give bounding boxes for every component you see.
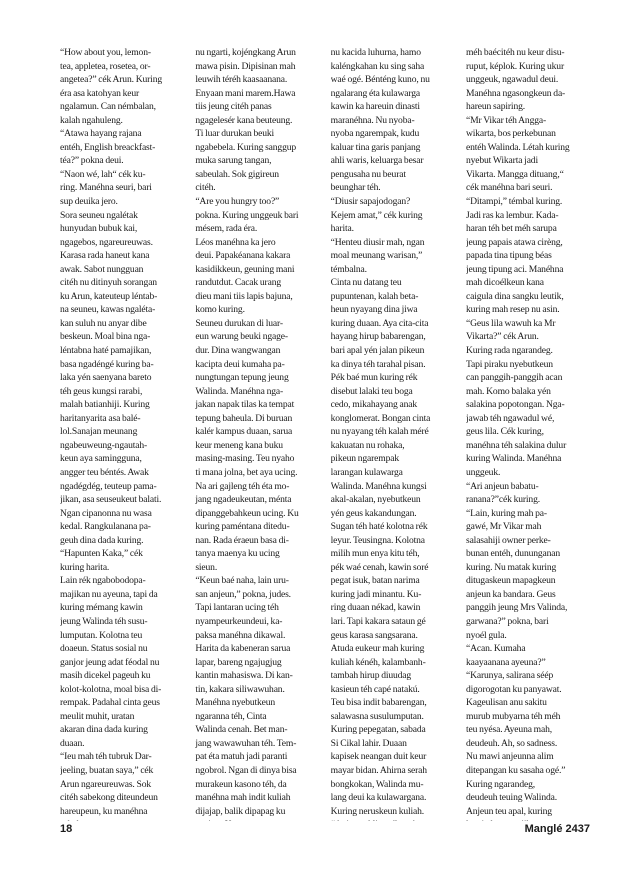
text-line: tanya maenya ku ucing (195, 548, 280, 560)
text-line: Na ari gajleng téh éta mo- (195, 480, 290, 492)
text-line: bari apal yén jalan pikeun (330, 345, 425, 357)
text-line: Jadi ras ka lembur. Kada- (465, 209, 559, 221)
text-line: Karasa rada haneut kana (60, 250, 150, 262)
text-line: ngagelesér kana beuteung. (195, 114, 293, 126)
text-line: “Atawa hayang rajana (60, 128, 142, 140)
text-line: komo kuring. (195, 304, 245, 316)
text-line: kakuatan nu rohaka, (330, 439, 405, 451)
text-line: ngobrol. Ngan di dinya bisa (195, 764, 297, 776)
text-line: kantin mahasiswa. Di kan- (195, 670, 293, 682)
text-line: beunghar téh. (330, 182, 381, 194)
text-line: Vikarta?” cék Arun. (465, 331, 539, 343)
text-line: “Are you hungry too?” (195, 196, 280, 208)
text-line: tin, kakara siliwawuhan. (195, 683, 285, 695)
text-line: Ti luar durukan beuki (195, 128, 275, 140)
text-line: “Acan. Kumaha (465, 643, 526, 655)
text-line: nu nyayang téh kalah méré (330, 426, 429, 438)
text-line: Walinda cenah. Bet man- (195, 724, 288, 736)
text-line: haran téh bet méh sarupa (465, 223, 557, 235)
text-line: ranana?”cék kuring. (465, 494, 540, 506)
text-line: kuring mah resep nu asin. (465, 304, 560, 316)
text-line: Atuda eukeur mah kuring (330, 643, 425, 655)
text-line: Manéhna nyebutkeun (195, 697, 276, 709)
text-line: éra asa katohyan keur (60, 87, 140, 99)
text-line: kuring. Nu matak kuring (465, 561, 557, 573)
text-line: mésem, rada éra. (195, 223, 258, 235)
text-line: ruput, képlok. Kuring ukur (465, 60, 565, 72)
text-line: masih dicekel pageuh ku (60, 670, 151, 682)
text-line: ngaranna téh, Cinta (195, 710, 267, 722)
text-line: angetea?” cék Arun. Kuring (60, 74, 162, 86)
text-line: kuring paméntana ditedu- (195, 521, 290, 533)
text-line: Tapi piraku nyebutkeun (465, 358, 553, 370)
text-line: ditugaskeun mapagkeun (465, 575, 556, 587)
text-column-1 (60, 46, 184, 821)
magazine-issue: Manglé 2437 (524, 823, 590, 835)
text-column-4 (466, 46, 590, 821)
text-line: ring duaan nékad, kawin (330, 602, 421, 614)
text-line: nyampeurkeundeui, ka- (195, 615, 283, 627)
text-line: masing-masing. Teu nyaho (195, 453, 295, 465)
page-footer (60, 823, 590, 839)
text-line: “Hapunten Kaka,” cék (60, 548, 143, 560)
text-line: doaeun. Status sosial nu (60, 643, 148, 655)
text-line: ngabeuweung-ngautah- (60, 439, 148, 451)
text-line: manéhna mah indit kuliah (195, 792, 291, 804)
text-line: cedo, mikahayang anak (330, 399, 418, 411)
page-number: 18 (60, 823, 73, 835)
text-line: larangan kulawarga (330, 466, 403, 478)
text-line: teu nyésa. Ayeuna mah, (465, 724, 552, 736)
text-line: Walinda. Manéhna kungsi (330, 480, 427, 492)
text-line: Kuring rada ngarandeg. (465, 345, 553, 357)
text-line: hareun sapiring. (465, 101, 525, 113)
text-line: jang wawawuhan téh. Tem- (195, 737, 297, 749)
text-line: ngadégdég, teuteup pama- (60, 480, 157, 492)
text-line: murub mubyarna téh méh (465, 710, 561, 722)
text-line: Manéhna ngasongkeun da- (465, 87, 566, 99)
text-line: deudeuh teuing Walinda. (465, 792, 557, 804)
text-line: jakan napak tilas ka tempat (195, 399, 295, 411)
text-line: entéh Walinda. Létah kuring (465, 141, 570, 153)
text-line: garwana?” pokna, bari (465, 615, 549, 627)
text-line: pikeun ngarempak (330, 453, 399, 465)
text-line: citéh sabekong diteundeun (60, 792, 158, 804)
text-line: geus karasa sangsarana. (330, 629, 418, 641)
text-line: dijajap, balik dipapag ku (195, 805, 286, 817)
text-line: kedal. Rangkulanana pa- (60, 521, 151, 533)
text-line: lumputan. Kolotna teu (60, 629, 143, 641)
text-line: kasidikkeun, geuning mani (195, 263, 295, 275)
text-line: salakina popotongan. Nga- (465, 399, 565, 411)
text-line: “Lain, kuring mah pa- (465, 507, 547, 519)
text-line: Lain rék ngabobodopa- (60, 575, 146, 587)
text-line: meulit muhit, uratan (60, 710, 135, 722)
text-line: kawin ka hareuin dinasti (330, 101, 420, 113)
text-line: kolot-kolotna, moal bisa di- (60, 683, 162, 695)
text-line: Kuring neruskeun kuliah. (330, 805, 425, 817)
text-line: pegat isuk, batan narima (330, 575, 420, 587)
text-line (331, 818, 455, 821)
text-line: cék manéhna bari seuri. (465, 182, 553, 194)
text-line: “Naon wé, lah“ cék ku- (60, 168, 146, 180)
text-line: san anjeun,” pokna, judes. (195, 588, 291, 600)
text-line (195, 818, 319, 821)
text-line: ngagebos, ngareureuwas. (60, 236, 153, 248)
text-line: keun aya saminggunа, (60, 453, 142, 465)
text-line: lari. Tapi kakara sataun gé (330, 615, 426, 627)
text-line: “Geus lila wawuh ka Mr (465, 317, 556, 329)
text-line: “Keun baé naha, lain uru- (195, 575, 289, 587)
text-line: salasahiji owner perke- (465, 534, 551, 546)
text-line: Kuring ngarandeg, (465, 778, 535, 790)
text-line: maranéhna. Nu nyoba- (330, 114, 415, 126)
text-line: awak. Sabot nungguan (60, 263, 144, 275)
text-line: Ngan cipanonna nu wasa (60, 507, 152, 519)
text-line: pengusaha nu beurat (330, 168, 406, 180)
text-line: bunan entéh, dununganan (465, 548, 561, 560)
text-line: Teu bisa indit babarengan, (330, 697, 427, 709)
text-line: hayang hirup babarengan, (330, 331, 426, 343)
text-line: pat éta matuh jadi paranti (195, 751, 288, 763)
text-line: anjeun ka bandara. Geus (465, 588, 556, 600)
text-line: dieu mani tiis lapis bajuna, (195, 290, 293, 302)
text-line: Walinda. Manéhna nga- (195, 385, 284, 397)
text-line: “Karunya, salirana séép (465, 670, 554, 682)
text-line: deudeuh. Ah, so sadness. (465, 737, 558, 749)
text-line: nan. Rada éraeun basa di- (195, 534, 289, 546)
text-line: ganjor jeung adat féodal nu (60, 656, 160, 668)
text-line: pokna. Kuring unggeuk bari (195, 209, 299, 221)
text-line: Vikarta. Mangga dituang,“ (465, 168, 564, 180)
text-line: Enyaan mani marem.Hawa (195, 87, 296, 99)
text-line: muka sarung tangan, (195, 155, 272, 167)
text-line: mah dicoélkeun kana (465, 277, 544, 289)
text-line: can panggih-panggih acan (465, 372, 563, 384)
text-line: Seuneu durukan di luar- (195, 317, 283, 329)
text-line: tea, appletea, rosetea, or- (60, 60, 151, 72)
text-line: lang deui ka kulawargana. (330, 792, 427, 804)
text-line: ring. Manéhna seuri, bari (60, 182, 152, 194)
text-line: jeung Walinda téh susu- (60, 615, 148, 627)
text-line: haritanyarita asa balé- (60, 412, 141, 424)
text-line: Nu mawi anjeunna alim (465, 751, 554, 763)
text-line: kaluar tina garis panjang (330, 141, 421, 153)
text-line: Sora seuneu ngalétak (60, 209, 138, 221)
text-line: rempak. Padahal cinta geus (60, 697, 160, 709)
text-line: méh baécitéh nu keur disu- (465, 47, 565, 58)
text-line: laka yén saenyana bareto (60, 372, 152, 384)
text-columns (60, 46, 590, 821)
text-line: sabeulah. Sok gigireun (195, 168, 279, 180)
text-line: témbalna. (330, 263, 367, 275)
text-line: digorogotan ku panyawat. (465, 683, 562, 695)
text-line: jikan, asa seuseukeut balati. (60, 494, 162, 506)
text-line: “Mr Vikar téh Angga- (465, 114, 547, 126)
text-line: citéh nu ditinyuh sorangan (60, 277, 157, 289)
text-line: kapisek neangan duit keur (330, 751, 427, 763)
text-line: gawé, Mr Vikar mah (465, 521, 542, 533)
text-line: kan suluh nu anyar dibe (60, 317, 147, 329)
text-line: “Ari anjeun babatu- (465, 480, 539, 492)
text-line: bongkokan, Walinda mu- (330, 778, 424, 790)
text-line: dipanggebahkeun ucing. Ku (195, 507, 299, 519)
text-line: unggeuk. (465, 466, 501, 478)
text-line: mawa pisin. Dipisinan mah (195, 60, 296, 72)
text-line: randutdut. Cacak urang (195, 277, 282, 289)
text-line: kaayaanana ayeuna?” (465, 656, 546, 668)
text-line: sieun. (195, 561, 218, 573)
text-line: beskeun. Moal bina nga- (60, 331, 151, 343)
text-line: “How about you, lemon- (60, 47, 151, 58)
text-line: salawasna susulumputan. (330, 710, 424, 722)
text-line (60, 818, 184, 821)
text-line: Tapi lantaran ucing téh (195, 602, 279, 614)
text-line: “Diusir sapajodogan? (330, 196, 411, 208)
text-line: kuring harita. (60, 561, 110, 573)
text-line: Arun ngareureuwas. Sok (60, 778, 152, 790)
text-line: ku Arun, kateuteup léntab- (60, 290, 158, 302)
text-line: “Ieu mah téh tubruk Dar- (60, 751, 152, 763)
text-line: jeung papais atawa cirèng, (465, 236, 563, 248)
text-line: ngabebela. Kuring sanggup (195, 141, 297, 153)
text-line: Si Cikal lahir. Duaan (330, 737, 407, 749)
text-line: lol.Sanajan meunang (60, 426, 138, 438)
text-line: nu kacida luhurna, hamo (330, 47, 421, 58)
text-line: pupuntenan, kalah beta- (330, 290, 419, 302)
text-line: nu ngarti, kojéngkang Arun (195, 47, 296, 58)
text-line: basa ngadéngé kuring ba- (60, 358, 154, 370)
text-line: akal-akalan, nyebutkeun (330, 494, 421, 506)
text-line: ngalarang éta kulawarga (330, 87, 420, 99)
text-line: caigula dina sangku leutik, (465, 290, 564, 302)
text-line: ahli waris, keluarga besar (330, 155, 424, 167)
text-line: deui. Papakéanana kakara (195, 250, 291, 262)
text-line: nyoél gula. (465, 629, 507, 641)
text-line: Léos manéhna ka jero (195, 236, 276, 248)
text-line: ditepangan ku sasaha ogé.” (465, 764, 566, 776)
text-line: kuliah kénéh, kalambanh- (330, 656, 426, 668)
text-line: “Henteu diusir mah, ngan (330, 236, 425, 248)
text-line: jang ngadeukeutan, ménta (195, 494, 292, 506)
text-line: Pék baé mun kuring rék (330, 372, 418, 384)
text-line: Harita da kabeneran sarua (195, 643, 291, 655)
text-line: kuring Walinda. Manéhna (465, 453, 562, 465)
text-line: leyur. Teusingna. Kolotna (330, 534, 425, 546)
text-line: Kejem amat,” cék kuring (330, 209, 423, 221)
text-line: konglomerat. Bongan cinta (330, 412, 431, 424)
text-line: kuring jadi minantu. Ku- (330, 588, 422, 600)
text-line: sup deuika jero. (60, 196, 118, 208)
text-line: duaan. (60, 737, 85, 749)
text-line: papada tina tipung béas (465, 250, 552, 262)
text-line: tepung baheula. Di buruan (195, 412, 293, 424)
text-line: waé ogé. Bénténg kuno, nu (330, 74, 430, 86)
text-line: lapar, bareng ngajugjug (195, 656, 282, 668)
text-line: hareupeun, ku manéhna (60, 805, 148, 817)
text-line: eun warung beuki ngage- (195, 331, 288, 343)
text-line: panggih jeung Mrs Valinda, (465, 602, 568, 614)
text-line: yén geus kakandungan. (330, 507, 417, 519)
text-line: murakeun kasono téh, da (195, 778, 287, 790)
text-line: mayar bidan. Ahirna serah (330, 764, 427, 776)
text-line: kalér kampus duaan, sarua (195, 426, 293, 438)
text-line: téa?” pokna deui. (60, 155, 124, 167)
text-line: nyebut Wikarta jadi (465, 155, 538, 167)
text-line: citéh. (195, 182, 216, 194)
text-line: geuh dina dada kuring. (60, 534, 144, 546)
text-line: nungtungan tepung jeung (195, 372, 289, 384)
text-line: leuwih téréh kaasaanana. (195, 74, 288, 86)
text-line: paksa manéhna dikawal. (195, 629, 286, 641)
text-line: angger teu béntés. Awak (60, 466, 149, 478)
text-line: manéhna téh salakina dulur (465, 439, 567, 451)
text-line: kuring duaan. Aya cita-cita (330, 317, 429, 329)
text-line: unggeuk, ngawadul deui. (465, 74, 559, 86)
text-line: mah. Komo balaka yén (465, 385, 551, 397)
text-line (466, 818, 590, 821)
text-line: léntabna haté pamajikan, (60, 345, 152, 357)
text-line: na seuneu, kawas ngaléta- (60, 304, 156, 316)
text-line: disebut lalaki teu boga (330, 385, 413, 397)
text-line: téh geus kungsi rarabi, (60, 385, 143, 397)
text-column-2 (195, 46, 319, 821)
text-line: moal meunang warisan,” (330, 250, 423, 262)
text-line: jawab téh ngawadul wé, (465, 412, 555, 424)
text-line: harita. (330, 223, 354, 235)
text-line: kacipta deui kumaha pa- (195, 358, 285, 370)
text-line: wikarta, bos perkebunan (465, 128, 556, 140)
text-line: heun nyayang dina jiwa (330, 304, 418, 316)
text-line: ka dinya téh tarahal pisan. (330, 358, 426, 370)
text-line: hunyudan bubuk kai, (60, 223, 138, 235)
text-line: “Ditampi,” témbal kuring. (465, 196, 563, 208)
text-line: akaran dina dada kuring (60, 724, 148, 736)
text-line: entéh, English breackfast- (60, 141, 156, 153)
text-line: tiis jeung citéh panas (195, 101, 272, 113)
text-line: jeung tipung aci. Manéhna (465, 263, 564, 275)
text-line: kasieun téh capé natakú. (330, 683, 420, 695)
text-line: Cinta nu datang teu (330, 277, 402, 289)
text-line: ti mana jolna, bet aya ucing. (195, 466, 298, 478)
text-line: Anjeun teu apal, kuring (465, 805, 552, 817)
text-line: malah batianhiji. Kuring (60, 399, 150, 411)
text-line: Kuring pepegatan, sabada (330, 724, 426, 736)
text-line: kuring mémang kawin (60, 602, 143, 614)
text-column-3 (331, 46, 455, 821)
text-line: kaléngkahan ku sing saha (330, 60, 425, 72)
text-line: jeeling, buatan saya,” cék (60, 764, 154, 776)
text-line: keur meneng kana buku (195, 439, 283, 451)
text-line: Kageulisan anu sakitu (465, 697, 547, 709)
text-line: ngalamun. Can némbalan, (60, 101, 156, 113)
text-line: dur. Dina wangwangan (195, 345, 281, 357)
text-line: nyoba ngarempak, kudu (330, 128, 420, 140)
text-line: pék waé cenah, kawin soré (330, 561, 429, 573)
text-line: tambah hirup diuudag (330, 670, 412, 682)
text-line: milih mun enya kitu téh, (330, 548, 420, 560)
text-line: Sugan téh haté kolotna rék (330, 521, 428, 533)
text-line: geus lila. Cék kuring, (465, 426, 544, 438)
text-line: majikan nu ayeuna, tapi da (60, 588, 158, 600)
text-line: kalah ngahuleng. (60, 114, 123, 126)
